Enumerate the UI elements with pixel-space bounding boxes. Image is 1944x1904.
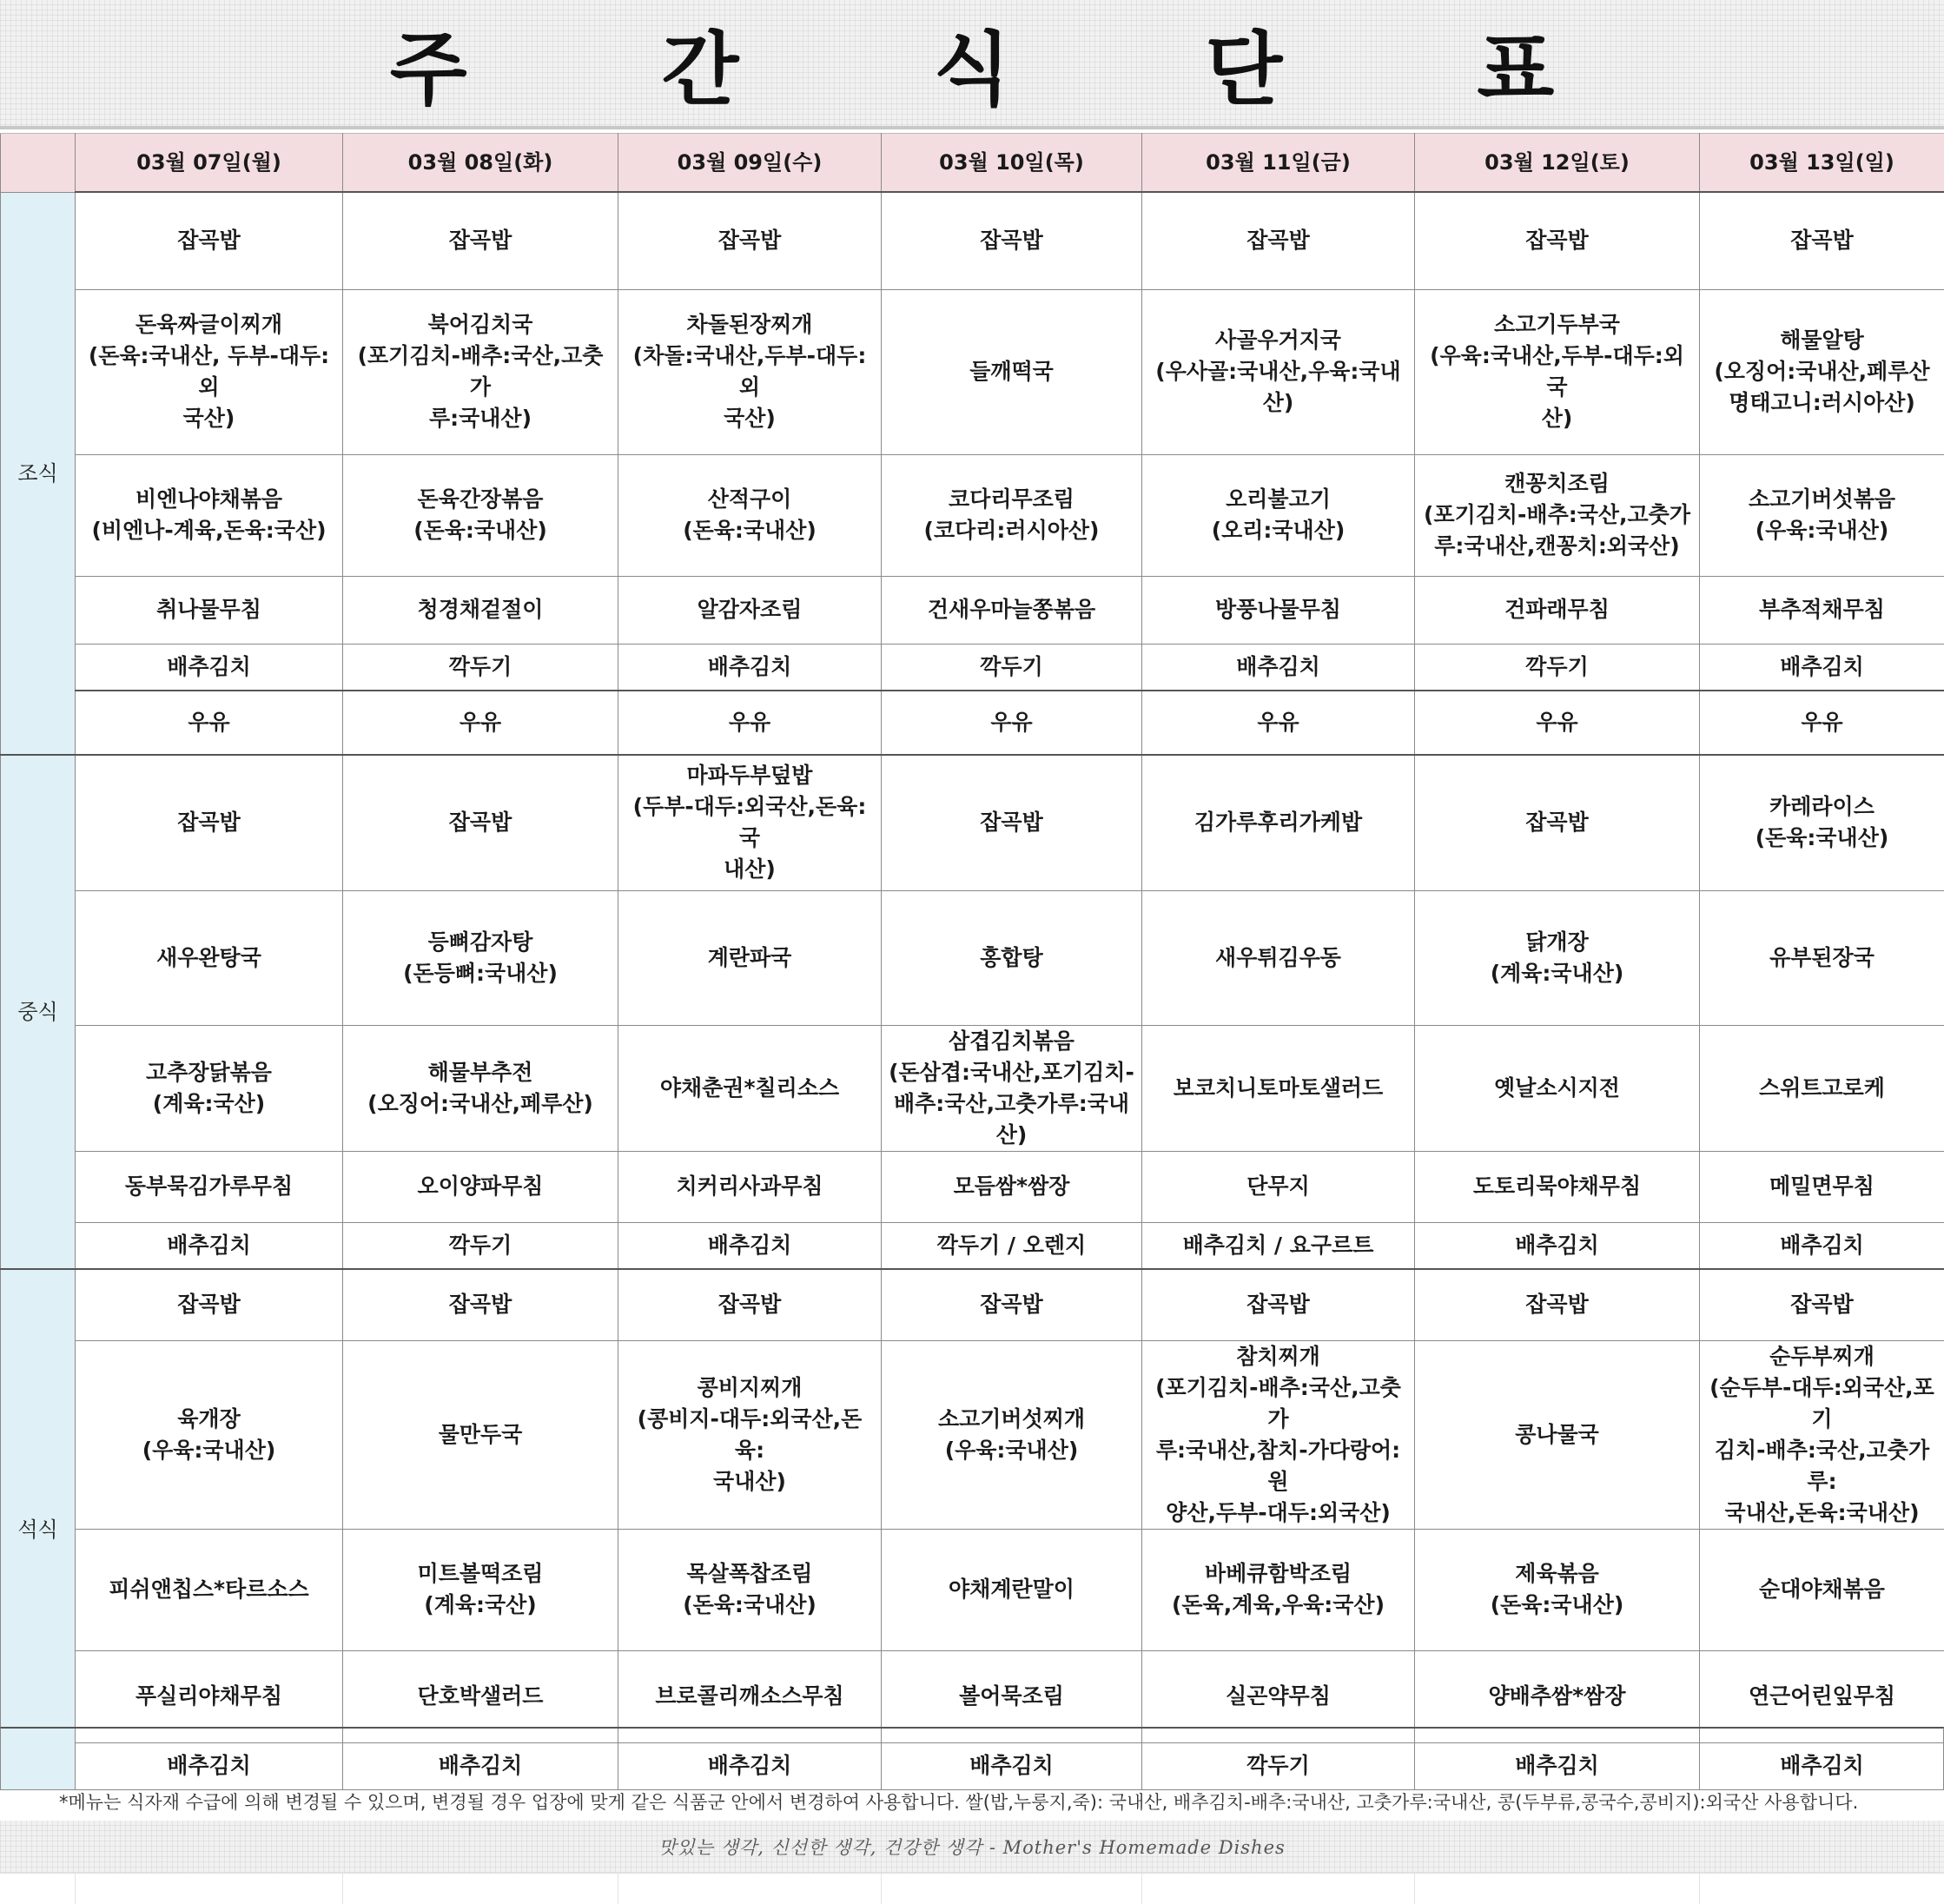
origin-note: (우육:국내산) (1705, 515, 1939, 546)
menu-cell (76, 755, 343, 890)
menu-item: 치커리사과무침 (624, 1171, 876, 1202)
menu-item: 등뼈감자탕 (348, 927, 612, 958)
menu-item: 브로콜리깨소스무침 (624, 1681, 876, 1712)
origin-note: (포기김치-배추:국산,고춧가 (348, 340, 612, 403)
menu-item: 배추김치 (81, 651, 337, 683)
menu-item: 푸실리야채무침 (81, 1681, 337, 1712)
menu-item: 연근어린잎무침 (1705, 1681, 1939, 1712)
menu-cell (343, 1529, 618, 1650)
menu-item: 피쉬앤칩스*타르소스 (81, 1574, 337, 1605)
origin-note: 배추:국산,고춧가루:국내산) (887, 1088, 1136, 1151)
menu-cell (1700, 1340, 1944, 1529)
menu-cell (1142, 1025, 1415, 1151)
menu-item: 콩나물국 (1420, 1419, 1694, 1451)
menu-cell (1700, 1269, 1944, 1340)
menu-cell (76, 1222, 343, 1269)
footer-grid (0, 1873, 1944, 1904)
menu-cell (76, 644, 343, 691)
menu-item: 참치찌개 (1147, 1341, 1409, 1372)
origin-note: (돈육,계육,우육:국산) (1147, 1590, 1409, 1621)
menu-cell (882, 1222, 1142, 1269)
menu-item: 깍두기 (887, 651, 1136, 683)
origin-note: (돈육:국내산, 두부-대두:외 (81, 340, 337, 403)
menu-cell (343, 454, 618, 576)
lunch-row (1, 1222, 1944, 1269)
origin-note: (차돌:국내산,두부-대두:외 (624, 340, 876, 403)
breakfast-row (1, 644, 1944, 691)
menu-cell (343, 1025, 618, 1151)
menu-item: 방풍나물무침 (1147, 594, 1409, 625)
menu-cell (76, 454, 343, 576)
menu-cell (1700, 1025, 1944, 1151)
menu-item: 잡곡밥 (1705, 1289, 1939, 1320)
menu-item: 깍두기 (1420, 651, 1694, 683)
menu-item: 잡곡밥 (887, 807, 1136, 838)
blank-row (0, 1727, 1944, 1790)
menu-cell (1415, 1529, 1700, 1650)
menu-cell (882, 289, 1142, 454)
menu-cell (1142, 454, 1415, 576)
menu-item: 야채춘권*칠리소스 (624, 1073, 876, 1104)
menu-cell (76, 691, 343, 755)
origin-note: (계육:국내산) (1420, 958, 1694, 989)
menu-cell (618, 644, 882, 691)
menu-item: 배추김치 (81, 1230, 337, 1261)
origin-note: (우사골:국내산,우육:국내산) (1147, 356, 1409, 419)
menu-item: 유부된장국 (1705, 942, 1939, 974)
menu-cell (1142, 192, 1415, 289)
lunch-row (1, 1151, 1944, 1222)
menu-cell (882, 1025, 1142, 1151)
menu-cell (1142, 1340, 1415, 1529)
date-header: 03월 07일(월) (76, 134, 343, 193)
menu-cell (1142, 890, 1415, 1025)
origin-note: 루:국내산,참치-가다랑어:원 (1147, 1435, 1409, 1497)
menu-item: 고추장닭볶음 (81, 1057, 337, 1088)
menu-cell (1700, 755, 1944, 890)
date-header: 03월 08일(화) (343, 134, 618, 193)
menu-item: 우유 (348, 707, 612, 738)
title-bar (0, 0, 1944, 129)
menu-item: 순대야채볶음 (1705, 1574, 1939, 1605)
lunch-row (1, 890, 1944, 1025)
menu-cell (76, 1529, 343, 1650)
date-header: 03월 11일(금) (1142, 134, 1415, 193)
menu-cell (618, 1222, 882, 1269)
origin-note: (오징어:국내산,페루산) (348, 1088, 612, 1120)
menu-item: 소고기버섯찌개 (887, 1404, 1136, 1435)
menu-cell (1415, 890, 1700, 1025)
menu-cell (1415, 576, 1700, 644)
menu-item: 코다리무조림 (887, 484, 1136, 515)
menu-item: 잡곡밥 (81, 225, 337, 256)
menu-cell (343, 755, 618, 890)
menu-item: 소고기버섯볶음 (1705, 484, 1939, 515)
menu-cell (1700, 1529, 1944, 1650)
menu-item: 배추김치 (624, 651, 876, 683)
origin-note: 루:국내산) (348, 403, 612, 434)
menu-cell (1415, 454, 1700, 576)
origin-note: 산) (1420, 403, 1694, 434)
menu-item: 배추김치 (624, 1750, 876, 1782)
menu-cell (618, 755, 882, 890)
origin-note: (오리:국내산) (1147, 515, 1409, 546)
menu-cell (76, 192, 343, 289)
menu-item: 단무지 (1147, 1171, 1409, 1202)
origin-note: (돈육:국내산) (348, 515, 612, 546)
menu-item: 삼겹김치볶음 (887, 1026, 1136, 1057)
menu-item: 보코치니토마토샐러드 (1147, 1073, 1409, 1104)
menu-cell (882, 755, 1142, 890)
page-title: 주 간 식 단 표 (307, 6, 1637, 121)
menu-item: 건파래무침 (1420, 594, 1694, 625)
origin-note: (우육:국내산) (887, 1435, 1136, 1466)
menu-item: 우유 (1147, 707, 1409, 738)
origin-note: (비엔나-계육,돈육:국산) (81, 515, 337, 546)
menu-item: 동부묵김가루무침 (81, 1171, 337, 1202)
menu-item: 소고기두부국 (1420, 309, 1694, 340)
menu-item: 바베큐함박조림 (1147, 1558, 1409, 1590)
menu-cell (1142, 1529, 1415, 1650)
menu-cell (343, 691, 618, 755)
menu-item: 배추김치 (624, 1230, 876, 1261)
slogan-bar (0, 1821, 1944, 1873)
menu-cell (343, 1151, 618, 1222)
menu-cell (1700, 1151, 1944, 1222)
menu-item: 차돌된장찌개 (624, 309, 876, 340)
dinner-row (1, 1269, 1944, 1340)
menu-cell (1415, 192, 1700, 289)
menu-item: 돈육짜글이찌개 (81, 309, 337, 340)
origin-note: 국산) (624, 403, 876, 434)
menu-item: 우유 (624, 707, 876, 738)
origin-note: (오징어:국내산,페루산 (1705, 356, 1939, 387)
date-header: 03월 13일(일) (1700, 134, 1944, 193)
menu-item: 배추김치 / 요구르트 (1147, 1230, 1409, 1261)
origin-note: (포기김치-배추:국산,고춧가 (1147, 1372, 1409, 1435)
menu-cell (1415, 755, 1700, 890)
menu-item: 잡곡밥 (887, 225, 1136, 256)
origin-note: (돈육:국내산) (624, 1590, 876, 1621)
menu-cell (1142, 1269, 1415, 1340)
menu-item: 잡곡밥 (1147, 225, 1409, 256)
menu-item: 홍합탕 (887, 942, 1136, 974)
menu-cell (343, 1340, 618, 1529)
origin-note: (돈육:국내산) (624, 515, 876, 546)
corner-cell (1, 134, 76, 193)
menu-item: 야채계란말이 (887, 1574, 1136, 1605)
menu-item: 오이양파무침 (348, 1171, 612, 1202)
breakfast-row (1, 691, 1944, 755)
meal-label-dinner: 석식 (1, 1269, 76, 1789)
menu-item: 콩비지찌개 (624, 1372, 876, 1404)
menu-item: 순두부찌개 (1705, 1341, 1939, 1372)
menu-item: 배추김치 (1147, 651, 1409, 683)
breakfast-row (1, 454, 1944, 576)
weekly-menu-table (0, 133, 1944, 1790)
menu-item: 잡곡밥 (624, 1289, 876, 1320)
menu-cell (1415, 1025, 1700, 1151)
dinner-row (1, 1340, 1944, 1529)
menu-item: 목살폭찹조림 (624, 1558, 876, 1590)
breakfast-row (1, 289, 1944, 454)
menu-item: 알감자조림 (624, 594, 876, 625)
menu-item: 단호박샐러드 (348, 1681, 612, 1712)
menu-cell (1415, 1340, 1700, 1529)
menu-item: 배추김치 (1705, 1750, 1939, 1782)
menu-cell (343, 289, 618, 454)
menu-item: 도토리묵야채무침 (1420, 1171, 1694, 1202)
menu-item: 배추김치 (1705, 1230, 1939, 1261)
menu-item: 잡곡밥 (1705, 225, 1939, 256)
menu-item: 옛날소시지전 (1420, 1073, 1694, 1104)
menu-item: 잡곡밥 (81, 1289, 337, 1320)
menu-cell (882, 1340, 1142, 1529)
lunch-row (1, 1025, 1944, 1151)
date-header: 03월 10일(목) (882, 134, 1142, 193)
menu-item: 닭개장 (1420, 927, 1694, 958)
origin-note: (순두부-대두:외국산,포기 (1705, 1372, 1939, 1435)
menu-cell (618, 1529, 882, 1650)
menu-item: 배추김치 (1420, 1750, 1694, 1782)
origin-note: 루:국내산,캔꽁치:외국산) (1420, 531, 1694, 562)
menu-item: 제육볶음 (1420, 1558, 1694, 1590)
origin-note: (돈삼겹:국내산,포기김치- (887, 1057, 1136, 1088)
menu-cell (76, 1151, 343, 1222)
menu-item: 청경채겉절이 (348, 594, 612, 625)
menu-item: 우유 (1705, 707, 1939, 738)
menu-cell (1415, 691, 1700, 755)
menu-item: 배추김치 (348, 1750, 612, 1782)
menu-item: 잡곡밥 (1420, 225, 1694, 256)
menu-cell (1415, 1222, 1700, 1269)
lunch-row (1, 755, 1944, 890)
menu-cell (1700, 691, 1944, 755)
menu-cell (76, 576, 343, 644)
menu-cell (1142, 691, 1415, 755)
slogan: 맛있는 생각, 신선한 생각, 건강한 생각 - Mother's Homemade Dishes (658, 1834, 1286, 1860)
date-header: 03월 09일(수) (618, 134, 882, 193)
menu-cell (76, 1269, 343, 1340)
menu-cell (882, 454, 1142, 576)
menu-item: 부추적채무침 (1705, 594, 1939, 625)
menu-cell (1415, 1269, 1700, 1340)
origin-note: (두부-대두:외국산,돈육:국 (624, 791, 876, 854)
menu-item: 잡곡밥 (1147, 1289, 1409, 1320)
menu-cell (882, 691, 1142, 755)
menu-item: 잡곡밥 (348, 225, 612, 256)
menu-cell (76, 1025, 343, 1151)
menu-cell (343, 644, 618, 691)
origin-note: 명태고니:러시아산) (1705, 387, 1939, 419)
menu-cell (76, 890, 343, 1025)
menu-item: 잡곡밥 (348, 1289, 612, 1320)
menu-cell (882, 890, 1142, 1025)
meal-label-lunch: 중식 (1, 755, 76, 1269)
menu-item: 배추김치 (81, 1750, 337, 1782)
menu-item: 새우튀김우동 (1147, 942, 1409, 974)
menu-item: 해물알탕 (1705, 325, 1939, 356)
menu-item: 들깨떡국 (887, 356, 1136, 387)
menu-cell (1142, 644, 1415, 691)
origin-note: 국내산) (624, 1466, 876, 1497)
origin-note: (돈육:국내산) (1420, 1590, 1694, 1621)
menu-cell (618, 1151, 882, 1222)
menu-item: 잡곡밥 (887, 1289, 1136, 1320)
menu-item: 스위트고로케 (1705, 1073, 1939, 1104)
menu-item: 깍두기 / 오렌지 (887, 1230, 1136, 1261)
menu-item: 깍두기 (1147, 1750, 1409, 1782)
menu-item: 미트볼떡조림 (348, 1558, 612, 1590)
menu-cell (1700, 192, 1944, 289)
menu-item: 건새우마늘쫑볶음 (887, 594, 1136, 625)
menu-cell (1415, 289, 1700, 454)
menu-cell (882, 1269, 1142, 1340)
menu-item: 우유 (81, 707, 337, 738)
menu-item: 캔꽁치조림 (1420, 468, 1694, 499)
origin-note: (돈육:국내산) (1705, 823, 1939, 854)
menu-cell (618, 691, 882, 755)
breakfast-row (1, 192, 1944, 289)
menu-cell (1415, 1151, 1700, 1222)
menu-cell (618, 192, 882, 289)
menu-cell (1142, 576, 1415, 644)
menu-item: 우유 (1420, 707, 1694, 738)
menu-item: 사골우거지국 (1147, 325, 1409, 356)
date-header: 03월 12일(토) (1415, 134, 1700, 193)
menu-item: 북어김치국 (348, 309, 612, 340)
menu-cell (618, 890, 882, 1025)
menu-cell (618, 289, 882, 454)
origin-note: (우육:국내산) (81, 1435, 337, 1466)
menu-cell (76, 1340, 343, 1529)
menu-item: 비엔나야채볶음 (81, 484, 337, 515)
menu-cell (618, 1025, 882, 1151)
menu-cell (882, 1529, 1142, 1650)
origin-note: (우육:국내산,두부-대두:외국 (1420, 340, 1694, 403)
menu-item: 배추김치 (1420, 1230, 1694, 1261)
breakfast-row (1, 576, 1944, 644)
menu-item: 우유 (887, 707, 1136, 738)
menu-item: 배추김치 (1705, 651, 1939, 683)
menu-cell (1142, 289, 1415, 454)
menu-item: 김가루후리가케밥 (1147, 807, 1409, 838)
menu-cell (882, 576, 1142, 644)
menu-item: 배추김치 (887, 1750, 1136, 1782)
menu-cell (76, 289, 343, 454)
menu-item: 모듬쌈*쌈장 (887, 1171, 1136, 1202)
menu-item: 산적구이 (624, 484, 876, 515)
menu-item: 잡곡밥 (348, 807, 612, 838)
dinner-row (1, 1529, 1944, 1650)
menu-cell (618, 1269, 882, 1340)
menu-item: 잡곡밥 (624, 225, 876, 256)
origin-note: 양산,두부-대두:외국산) (1147, 1497, 1409, 1529)
menu-cell (1700, 890, 1944, 1025)
menu-cell (882, 192, 1142, 289)
menu-item: 깍두기 (348, 651, 612, 683)
origin-note: (돈등뼈:국내산) (348, 958, 612, 989)
menu-item: 해물부추전 (348, 1057, 612, 1088)
menu-item: 오리불고기 (1147, 484, 1409, 515)
menu-cell (1700, 1222, 1944, 1269)
menu-cell (1415, 644, 1700, 691)
origin-note: (코다리:러시아산) (887, 515, 1136, 546)
meal-label-breakfast: 조식 (1, 192, 76, 755)
menu-item: 계란파국 (624, 942, 876, 974)
menu-cell (1700, 576, 1944, 644)
menu-item: 잡곡밥 (1420, 807, 1694, 838)
menu-item: 메밀면무침 (1705, 1171, 1939, 1202)
menu-cell (343, 192, 618, 289)
menu-cell (1700, 289, 1944, 454)
menu-item: 볼어묵조림 (887, 1681, 1136, 1712)
menu-item: 깍두기 (348, 1230, 612, 1261)
menu-item: 실곤약무침 (1147, 1681, 1409, 1712)
menu-cell (1700, 644, 1944, 691)
menu-cell (1142, 755, 1415, 890)
menu-cell (343, 576, 618, 644)
origin-note: 국산) (81, 403, 337, 434)
menu-note: *메뉴는 식자재 수급에 의해 변경될 수 있으며, 변경될 경우 업장에 맞게 같은 식품군 안에서 변경하여 사용합니다. 쌀(밥,누룽지,죽): 국내산, 배추김치-배추:국내산, 고춧가루:국내산, 콩(두부류,콩국수,콩비지):외국산 사용합니다. (0, 1788, 1944, 1817)
menu-cell (882, 644, 1142, 691)
origin-note: 김치-배추:국산,고춧가루: (1705, 1435, 1939, 1497)
menu-item: 돈육간장볶음 (348, 484, 612, 515)
menu-cell (618, 1340, 882, 1529)
menu-item: 카레라이스 (1705, 791, 1939, 823)
menu-item: 마파두부덮밥 (624, 760, 876, 791)
menu-item: 육개장 (81, 1404, 337, 1435)
menu-item: 취나물무침 (81, 594, 337, 625)
menu-cell (343, 890, 618, 1025)
origin-note: 내산) (624, 854, 876, 885)
menu-item: 양배추쌈*쌈장 (1420, 1681, 1694, 1712)
menu-cell (343, 1269, 618, 1340)
menu-item: 새우완탕국 (81, 942, 337, 974)
origin-note: 국내산,돈육:국내산) (1705, 1497, 1939, 1529)
origin-note: (포기김치-배추:국산,고춧가 (1420, 499, 1694, 531)
origin-note: (계육:국산) (348, 1590, 612, 1621)
menu-cell (1142, 1151, 1415, 1222)
menu-cell (1700, 454, 1944, 576)
menu-cell (1142, 1222, 1415, 1269)
origin-note: (계육:국산) (81, 1088, 337, 1120)
menu-item: 잡곡밥 (81, 807, 337, 838)
date-header-row (1, 134, 1944, 193)
menu-cell (343, 1222, 618, 1269)
menu-cell (618, 576, 882, 644)
menu-item: 물만두국 (348, 1419, 612, 1451)
menu-cell (618, 454, 882, 576)
menu-item: 잡곡밥 (1420, 1289, 1694, 1320)
menu-cell (882, 1151, 1142, 1222)
origin-note: (콩비지-대두:외국산,돈육: (624, 1404, 876, 1466)
